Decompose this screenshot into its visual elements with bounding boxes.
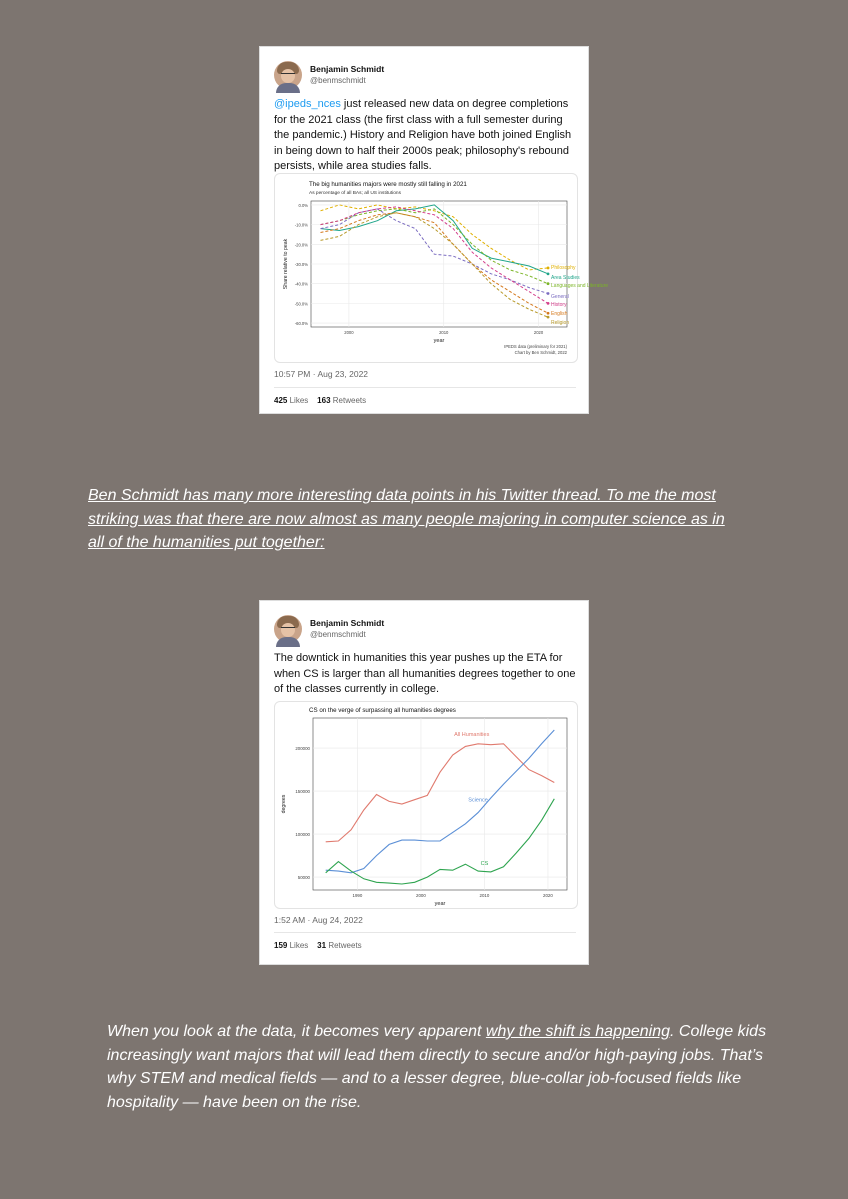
author-handle[interactable]: @benmschmidt — [310, 630, 366, 639]
series-end-point — [547, 267, 550, 270]
y-tick-label: -50.0% — [294, 301, 308, 307]
chart-title: CS on the verge of surpassing all humanities degrees — [309, 707, 456, 714]
divider — [274, 932, 576, 933]
y-axis-label: Share relative to peak — [283, 238, 289, 290]
series-end-point — [547, 272, 550, 275]
plot-area — [313, 718, 567, 890]
y-tick-label: 0.0% — [298, 202, 308, 208]
series-label: Philosophy — [551, 265, 576, 271]
retweets-label[interactable]: Retweets — [332, 396, 367, 405]
chart-caption: Chart by Ben Schmidt, 2022 — [514, 350, 567, 355]
tweet-timestamp[interactable]: 1:52 AM · Aug 24, 2022 — [274, 915, 363, 925]
y-axis-label: degrees — [281, 794, 287, 814]
x-tick-label: 1990 — [352, 893, 363, 898]
likes-count[interactable]: 159 — [274, 941, 288, 950]
chart-subtitle: As percentage of all BAs; all US institutions — [309, 191, 401, 196]
series-end-point — [547, 282, 550, 285]
tweet-stats — [274, 396, 366, 405]
x-tick-label: 2000 — [344, 330, 354, 335]
series-label: CS — [480, 861, 489, 868]
series-end-point — [547, 302, 550, 305]
tweet-text-body: just released new data on degree completions for the 2021 class (the first class with a full semester during the pandemic.) History and Religion have both joined English in being down to half their 2000s peak; philosophy's rebound persists, while area studies falls. — [274, 98, 572, 172]
chart-caption: IPEDS data (preliminary for 2021) — [504, 344, 567, 349]
tweet-card[interactable] — [259, 46, 609, 414]
series-end-point — [547, 292, 550, 295]
avatar[interactable] — [274, 615, 302, 643]
x-axis-label: year — [433, 338, 445, 344]
x-tick-label: 2020 — [533, 330, 544, 335]
y-tick-label: -10.0% — [294, 222, 308, 228]
series-end-point — [547, 312, 550, 315]
tweet-stats — [274, 941, 362, 950]
cs-vs-humanities-chart — [275, 702, 577, 908]
divider — [274, 387, 576, 388]
chart-title: The big humanities majors were mostly still falling in 2021 — [309, 181, 467, 188]
series-label: History — [551, 302, 567, 308]
y-tick-label: 50000 — [297, 875, 310, 881]
para-text-after: . College kids increasingly want majors that will lead them directly to secure and/or high-paying jobs. That’s why STEM and medical fields — and to a lesser degree, blue-collar job-focused fields like hospitality — have been on the rise. — [107, 1023, 767, 1111]
likes-label[interactable]: Likes — [289, 396, 309, 405]
likes-count[interactable]: 425 — [274, 396, 288, 405]
series-label: General — [551, 294, 569, 300]
x-tick-label: 2010 — [479, 893, 490, 898]
tweet-timestamp[interactable]: 10:57 PM · Aug 23, 2022 — [274, 369, 369, 379]
humanities-decline-chart — [275, 174, 609, 362]
para-text-before: When you look at the data, it becomes very apparent — [107, 1023, 486, 1040]
retweets-count[interactable]: 31 — [317, 941, 327, 950]
y-tick-label: 100000 — [295, 832, 310, 838]
tweet-text: The downtick in humanities this year pushes up the ETA for when CS is larger than all humanities degrees together to one of the classes currently in college. — [274, 652, 576, 695]
retweets-count[interactable]: 163 — [317, 396, 331, 405]
mention-link[interactable]: @ipeds_nces — [274, 98, 341, 110]
series-label: Area Studies — [551, 275, 580, 281]
chart-image[interactable] — [274, 701, 578, 909]
y-tick-label: 150000 — [295, 789, 310, 795]
author-handle[interactable]: @benmschmidt — [310, 76, 366, 85]
series-label: Science — [468, 797, 488, 804]
series-label: Languages and Literature — [551, 283, 609, 289]
avatar[interactable] — [274, 61, 302, 89]
tweet-text — [274, 97, 580, 175]
x-tick-label: 2020 — [543, 893, 553, 898]
likes-label[interactable]: Likes — [289, 941, 309, 950]
y-tick-label: -20.0% — [294, 242, 308, 248]
author-name[interactable]: Benjamin Schmidt — [310, 64, 385, 74]
author-name[interactable]: Benjamin Schmidt — [310, 618, 385, 628]
body-paragraph-thread-link[interactable]: Ben Schmidt has many more interesting data points in his Twitter thread. To me the most striking was that there are now almost as many people majoring in computer science as in all of the humanities put together: — [88, 487, 725, 551]
shift-article-link[interactable]: why the shift is happening — [485, 1023, 671, 1040]
tweet-card[interactable] — [259, 600, 589, 965]
x-tick-label: 2010 — [439, 330, 449, 335]
y-tick-label: -60.0% — [294, 321, 308, 327]
chart-image[interactable] — [274, 173, 609, 363]
x-axis-label: year — [434, 901, 446, 907]
y-tick-label: 200000 — [295, 746, 310, 752]
y-tick-label: -40.0% — [294, 281, 308, 287]
x-tick-label: 2000 — [416, 893, 426, 898]
series-label: All Humanities — [454, 732, 490, 739]
series-label: Religion — [551, 320, 570, 326]
body-paragraph-conclusion — [107, 1020, 787, 1114]
series-end-point — [547, 316, 550, 319]
series-label: English — [551, 311, 568, 317]
y-tick-label: -30.0% — [294, 262, 308, 267]
retweets-label[interactable]: Retweets — [328, 941, 362, 950]
